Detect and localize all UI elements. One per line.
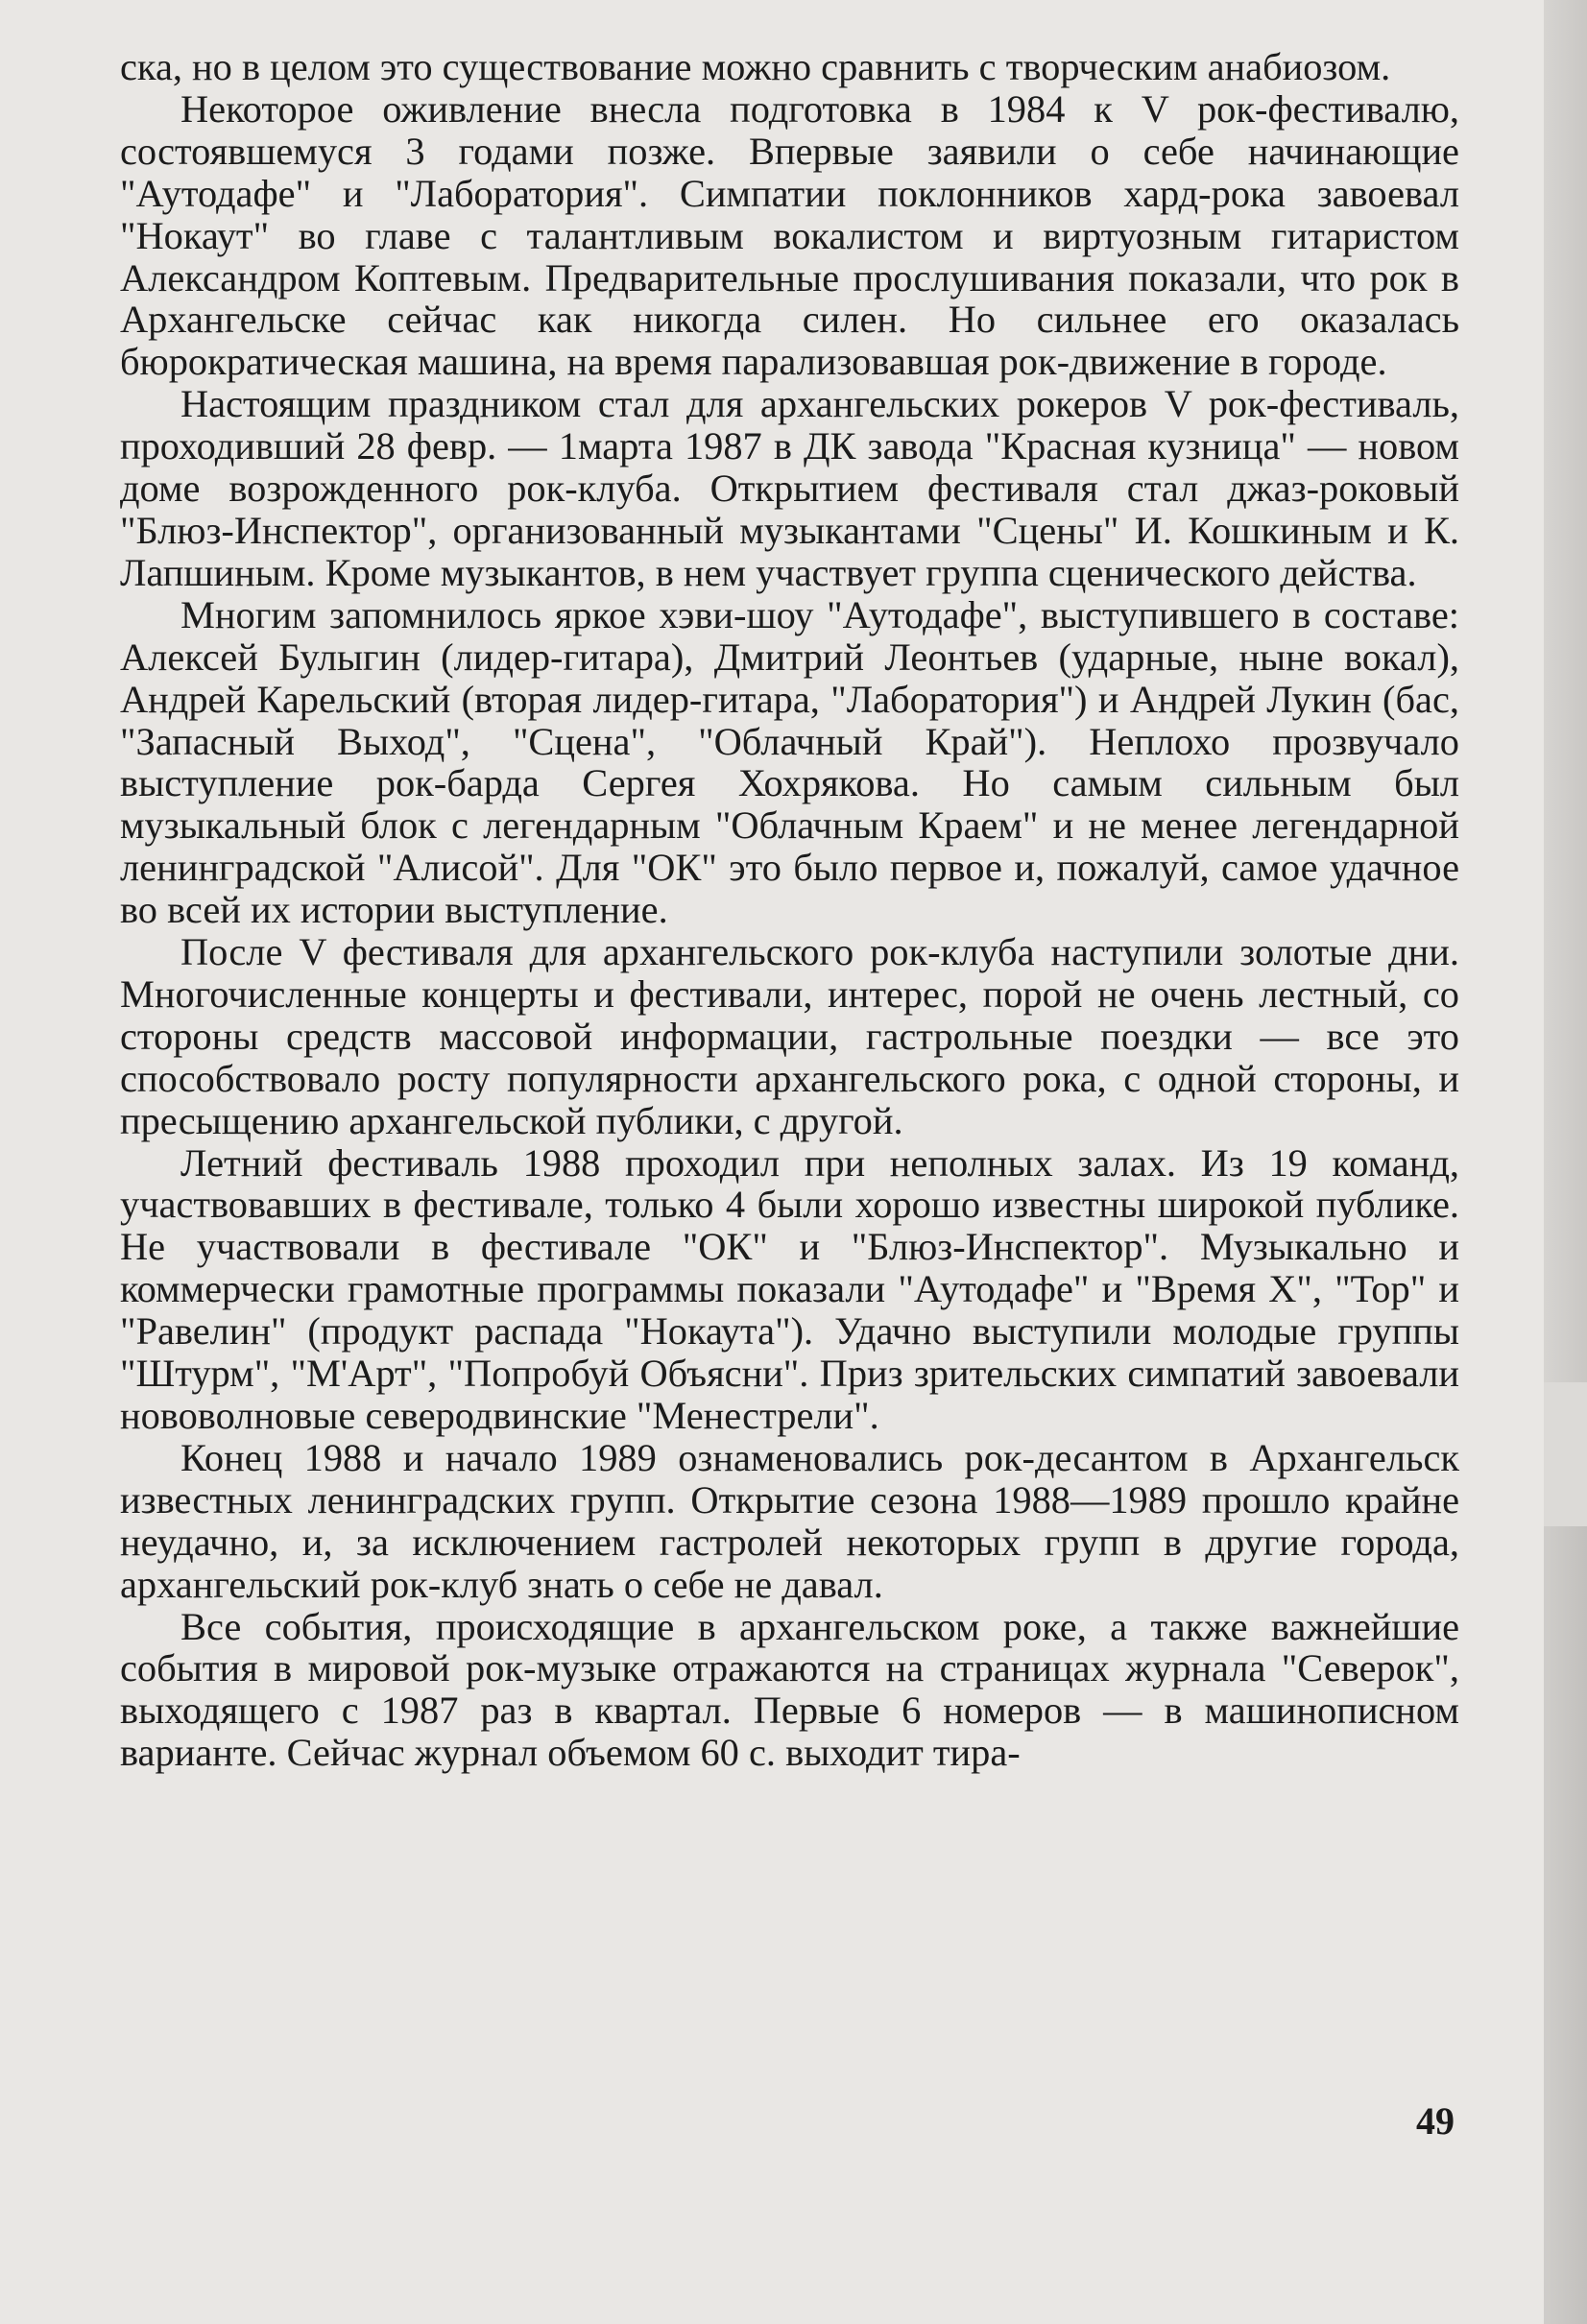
page-edge-gap <box>1544 1382 1587 1526</box>
paragraph: Некоторое оживление внесла подготовка в 1984 к V рок-фестивалю, состоявшемуся 3 годами позже. Впервые заявили о себе начинающие "Аутодафе" и "Лаборатория". Симпатии поклонников хард-рока завоевал "Нокаут" во главе с талантливым вокалистом и виртуозным гитаристом Александром Коптевым. Предварительные прослушивания показали, что рок в Архангельске сейчас как никогда силен. Но сильнее его оказалась бюрократическая машина, на время парализовавшая рок-движение в городе. <box>120 86 1459 384</box>
paragraph: Конец 1988 и начало 1989 ознаменовались рок-десантом в Архангельск известных ленинградских групп. Открытие сезона 1988—1989 прошло крайне неудачно, и, за исключением гастролей некоторых групп в другие города, архангельский рок-клуб знать о себе не давал. <box>120 1435 1459 1606</box>
page-edge-shadow <box>1544 1526 1587 2324</box>
paragraph: Настоящим праздником стал для архангельских рокеров V рок-фестиваль, проходивший 28 февр. — 1марта 1987 в ДК завода "Красная кузница" — новом доме возрожденного рок-клуба. Открытием фестиваля стал джаз-роковый "Блюз-Инспектор", организованный музыкантами "Сцены" И. Кошкиным и К. Лапшиным. Кроме музыкантов, в нем участвует группа сценического действа. <box>120 382 1459 594</box>
paragraph: Все события, происходящие в архангельском роке, а также важнейшие события в мировой рок-музыке отражаются на страницах журнала "Северок", выходящего с 1987 раз в квартал. Первые 6 номеров — в машинописном варианте. Сейчас журнал объемом 60 с. выходит тира- <box>120 1604 1459 1775</box>
body-text <box>120 46 1459 1774</box>
page-number: 49 <box>1416 2099 1455 2143</box>
page-edge-shadow <box>1544 0 1587 1382</box>
paragraph: ска, но в целом это существование можно сравнить с творческим анабиозом. <box>120 45 1391 88</box>
paragraph: После V фестиваля для архангельского рок-клуба наступили золотые дни. Многочисленные концерты и фестивали, интерес, порой не очень лестный, со стороны средств массовой информации, гастрольные поездки — все это способствовало росту популярности архангельского рока, с одной стороны, и пресыщению архангельской публики, с другой. <box>120 930 1459 1142</box>
paragraph: Многим запомнилось яркое хэви-шоу "Аутодафе", выступившего в составе: Алексей Булыгин (лидер-гитара), Дмитрий Леонтьев (ударные, ныне вокал), Андрей Карельский (вторая лидер-гитара, "Лаборатория") и Андрей Лукин (бас, "Запасный Выход", "Сцена", "Облачный Край"). Неплохо прозвучало выступление рок-барда Сергея Хохрякова. Но самым сильным был музыкальный блок с легендарным "Облачным Краем" и не менее легендарной ленинградской "Алисой". Для "ОК" это было первое и, пожалуй, самое удачное во всей их истории выступление. <box>120 592 1459 932</box>
paragraph: Летний фестиваль 1988 проходил при неполных залах. Из 19 команд, участвовавших в фестивале, только 4 были хорошо известны широкой публике. Не участвовали в фестивале "ОК" и "Блюз-Инспектор". Музыкально и коммерчески грамотные программы показали "Аутодафе" и "Время X", "Тор" и "Равелин" (продукт распада "Нокаута"). Удачно выступили молодые группы "Штурм", "М'Арт", "Попробуй Объясни". Приз зрительских симпатий завоевали нововолновые северодвинские "Менестрели". <box>120 1140 1459 1437</box>
